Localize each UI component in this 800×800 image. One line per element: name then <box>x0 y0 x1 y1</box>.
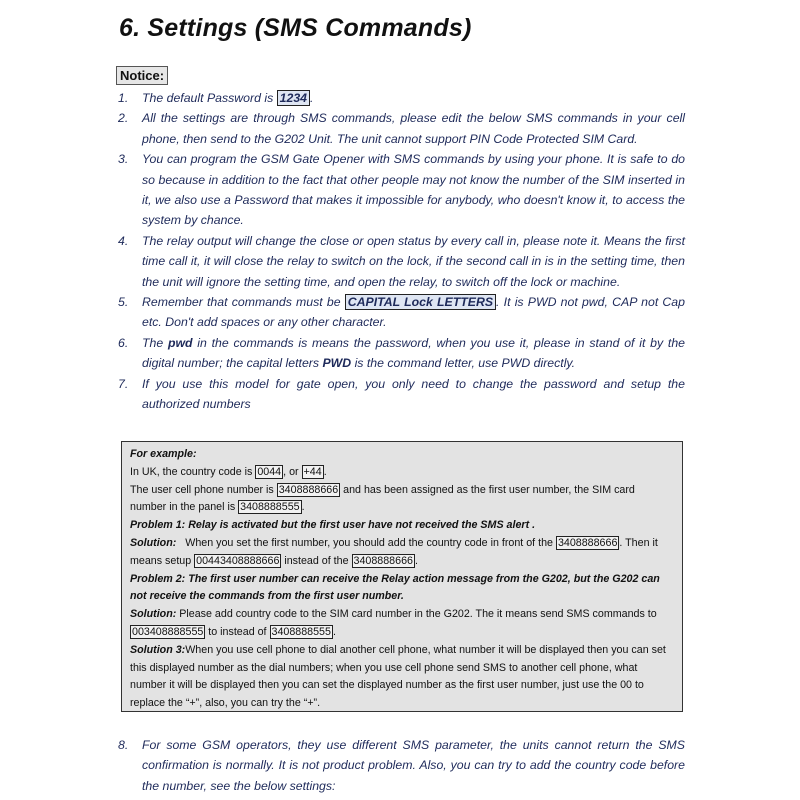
solution-1: Solution: When you set the first number, you should add the country code in front of the 3408888666 . Then it means setup 00443408888666 instead of the 3408888666 . <box>130 536 658 567</box>
item-text: in the commands is means the password, when you use it, please in stand of it by the digital number; the capital letters <box>142 335 685 371</box>
number-box: 003408888555 <box>132 625 204 638</box>
number-box: 3408888555 <box>240 501 300 514</box>
item-text: The default Password is <box>142 91 277 105</box>
pwd-command-term: PWD <box>322 356 352 371</box>
number-box: 3408888666 <box>353 554 413 567</box>
code-box: 0044 <box>257 465 282 478</box>
list-item <box>118 88 685 108</box>
item-number: 2. <box>118 111 129 126</box>
item-number: 1. <box>118 91 129 105</box>
number-box: 00443408888666 <box>196 554 280 567</box>
solution-3: Solution 3:When you use cell phone to dial another cell phone, what number it will be displayed then you can set this displayed number as the dial numbers; when you use cell phone send SMS to another cell phone, what number it will be displayed then you can set the displayed number as the first user number, just use the 00 to replace the “+”, also, you can try the “+”. <box>130 643 666 710</box>
item-text: . It is PWD not pwd, CAP not Cap etc. Don't add spaces or any other character. <box>142 295 685 330</box>
item-number: 5. <box>118 295 129 310</box>
list-item <box>118 231 685 292</box>
example-number-line: The user cell phone number is 3408888666 and has been assigned as the first user number, the SIM card number in the panel is 3408888555 . <box>130 483 635 514</box>
capital-letters-box: CAPITAL Lock LETTERS <box>345 294 496 310</box>
notice-label: Notice: <box>116 66 168 85</box>
page-title: 6. Settings (SMS Commands) <box>119 14 472 42</box>
list-item <box>118 374 685 415</box>
item-text: For some GSM operators, they use different SMS parameter, the units cannot return the SMS confirmation is normally. It is not product problem. Also, you can try to add the country code before the number, see the below settings: <box>142 738 685 793</box>
example-box <box>121 441 683 712</box>
item-text: . <box>310 91 314 105</box>
number-box: 3408888666 <box>557 536 618 549</box>
item-number: 3. <box>118 152 129 167</box>
default-password-box: 1234 <box>277 90 310 106</box>
item-text: The <box>142 335 168 350</box>
code-box: +44 <box>303 465 322 478</box>
number-box: 3408888666 <box>278 483 339 496</box>
number-box: 3408888555 <box>271 625 331 638</box>
problem-2: Problem 2: The first user number can receive the Relay action message from the G202, but the G202 can not receive the commands from the first user number. <box>130 572 660 603</box>
problem-1: Problem 1: Relay is activated but the first user have not received the SMS alert . <box>130 519 536 532</box>
example-country-code-line: In UK, the country code is 0044 , or +44 . <box>130 465 327 478</box>
list-item <box>118 292 685 333</box>
list-item <box>118 108 685 149</box>
item-number: 7. <box>118 376 129 391</box>
item-text: All the settings are through SMS commands, please edit the below SMS commands in your cell phone, then send to the G202 Unit. The unit cannot support PIN Code Protected SIM Card. <box>142 111 685 146</box>
example-heading: For example: <box>130 448 197 460</box>
pwd-term: pwd <box>167 335 193 350</box>
item-text: is the command letter, use PWD directly. <box>351 356 576 371</box>
list-item <box>118 333 685 374</box>
item-text: If you use this model for gate open, you only need to change the password and setup the authorized numbers <box>142 376 685 412</box>
item-text: You can program the GSM Gate Opener with SMS commands by using your phone. It is safe to do so because in addition to the fact that other people may not know the number of the SIM inserted in it, we also use a Password that makes it impossible for anybody, who doesn't know it, to access the system by chance. <box>142 152 685 228</box>
list-item <box>118 149 685 231</box>
solution-2: Solution: Please add country code to the SIM card number in the G202. The it means send SMS commands to 003408888555 to instead of 3408888555 . <box>130 608 657 638</box>
item-number: 6. <box>118 335 129 350</box>
item-text: The relay output will change the close or open status by every call in, please note it. Means the first time call it, it will close the relay to switch on the lock, if the second call in is in the setting time, then the unit will ignore the setting time, and open the relay, to switch off the lock or machine. <box>142 233 685 289</box>
item-number: 8. <box>118 738 129 752</box>
item-text: Remember that commands must be <box>142 295 345 310</box>
item-number: 4. <box>118 233 129 248</box>
list-item <box>118 735 685 796</box>
notice-list-continued <box>118 735 685 796</box>
notice-list <box>118 88 685 415</box>
